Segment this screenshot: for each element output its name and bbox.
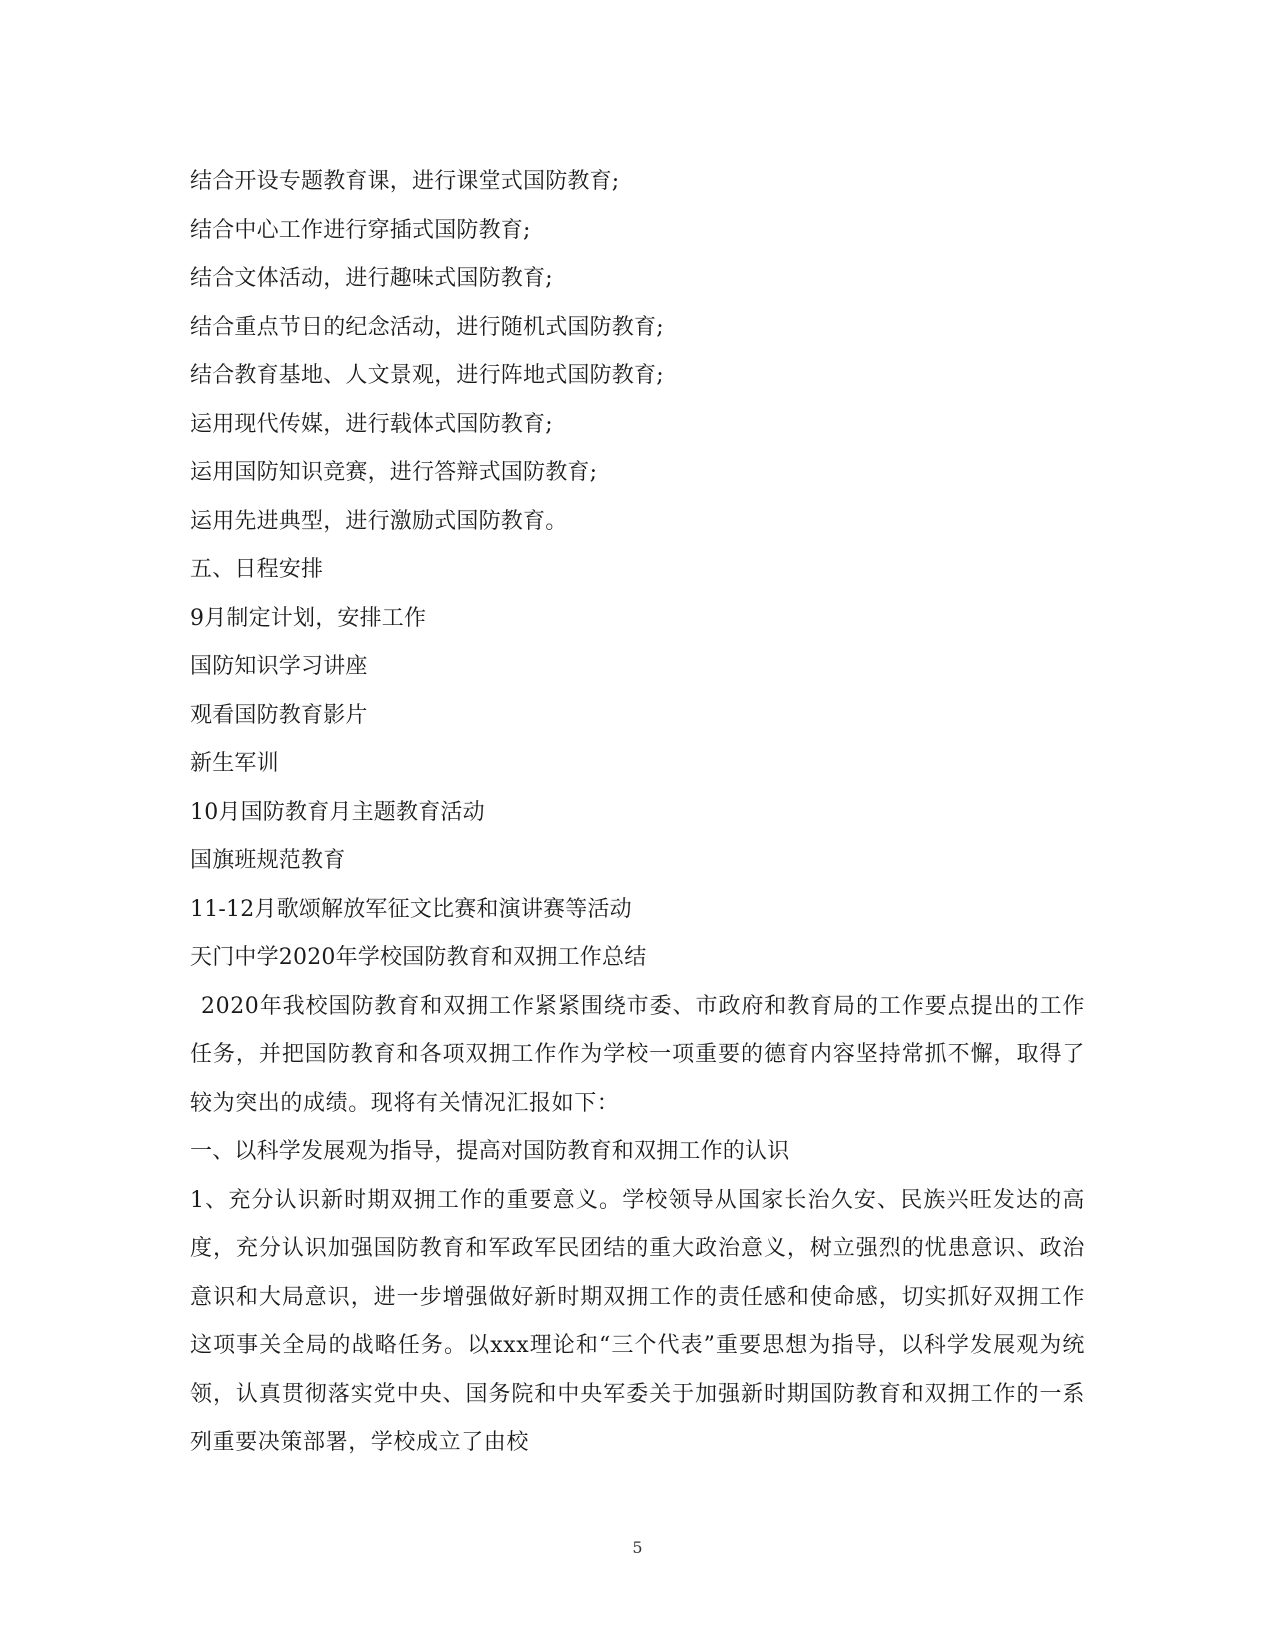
- section-heading-1: 一、以科学发展观为指导，提高对国防教育和双拥工作的认识: [190, 1139, 790, 1164]
- document-body: [190, 158, 1085, 1468]
- section-heading-schedule: 五、日程安排: [190, 557, 324, 582]
- schedule-item: 国旗班规范教育: [190, 848, 346, 873]
- schedule-item: 9月制定计划，安排工作: [190, 605, 427, 631]
- page-number: 5: [632, 1538, 643, 1557]
- text-line: 结合文体活动，进行趣味式国防教育;: [190, 266, 553, 291]
- text-line: 结合教育基地、人文景观，进行阵地式国防教育;: [190, 363, 664, 388]
- document-title: 天门中学2020年学校国防教育和双拥工作总结: [190, 945, 647, 970]
- text-line: 运用现代传媒，进行载体式国防教育;: [190, 411, 553, 437]
- schedule-item: 10月国防教育月主题教育活动: [190, 799, 485, 825]
- body-paragraph: 1、充分认识新时期双拥工作的重要意义。学校领导从国家长治久安、民族兴旺发达的高度，充分认识加强国防教育和军政军民团结的重大政治意义，树立强烈的忧患意识、政治意识和大局意识，进一步增强做好新时期双拥工作的责任感和使命感，切实抓好双拥工作这项事关全局的战略任务。以xxx理论和“三个代表”重要思想为指导，以科学发展观为统领，认真贯彻落实党中央、国务院和中央军委关于加强新时期国防教育和双拥工作的一系列重要决策部署，学校成立了由校: [190, 1187, 1085, 1455]
- text-line: 结合开设专题教育课，进行课堂式国防教育;: [190, 169, 620, 194]
- text-line: 结合中心工作进行穿插式国防教育;: [190, 217, 531, 243]
- intro-paragraph: 2020年我校国防教育和双拥工作紧紧围绕市委、市政府和教育局的工作要点提出的工作任务，并把国防教育和各项双拥工作作为学校一项重要的德育内容坚持常抓不懈，取得了较为突出的成绩。现将有关情况汇报如下：: [190, 993, 1085, 1116]
- text-line: 结合重点节日的纪念活动，进行随机式国防教育;: [190, 314, 664, 340]
- schedule-item: 国防知识学习讲座: [190, 654, 368, 679]
- text-line: 运用先进典型，进行激励式国防教育。: [190, 508, 568, 534]
- schedule-item: 11-12月歌颂解放军征文比赛和演讲赛等活动: [190, 896, 632, 922]
- text-line: 运用国防知识竞赛，进行答辩式国防教育;: [190, 460, 598, 485]
- schedule-item: 观看国防教育影片: [190, 702, 368, 728]
- schedule-item: 新生军训: [190, 751, 279, 776]
